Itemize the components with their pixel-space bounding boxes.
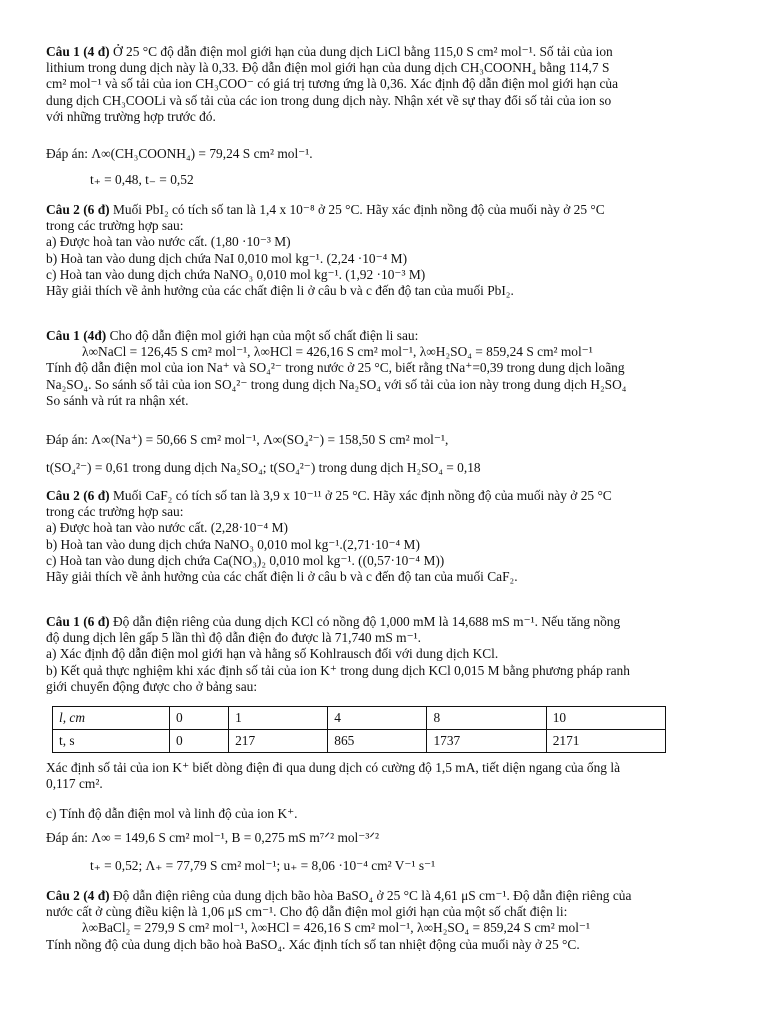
s3-q2-heading: Câu 2 (4 đ): [46, 888, 110, 903]
s3-q1-line-1: Câu 1 (6 đ) Độ dẫn điện riêng của dung dịch KCl có nồng độ 1,000 mM là 14,688 mS m⁻¹. Nếu tăng nồng: [46, 614, 621, 629]
s2-q2-line-3: Hãy giải thích về ảnh hưởng của các chất điện li ở câu b và c đến độ tan của muối CaF₂.: [46, 569, 518, 585]
table-cell: t, s: [53, 730, 170, 753]
q2-heading: Câu 2 (6 đ): [46, 202, 110, 217]
q1-answer-2: [46, 172, 758, 188]
s3-q2-line-1: Câu 2 (4 đ) Độ dẫn điện riêng của dung dịch bão hòa BaSO₄ ở 25 °C là 4,61 μS cm⁻¹. Độ dẫn điện riêng của: [46, 888, 632, 903]
table-row: [53, 707, 666, 730]
s2-q2-item-c: c) Hoà tan vào dung dịch chứa Ca(NO₃)₂ 0,010 mol kg⁻¹. ((0,57·10⁻⁴ M)): [46, 552, 445, 568]
table-cell: 1737: [427, 730, 546, 753]
table-cell: 0: [170, 707, 229, 730]
s3-q1-line-4: 0,117 cm².: [46, 776, 103, 792]
boundary-table: [52, 706, 666, 753]
table-cell: l, cm: [53, 707, 170, 730]
s3-q1-answer-line-2: t₊ = 0,52; Λ₊ = 77,79 S cm² mol⁻¹; u₊ = 8,06 ·10⁻⁴ cm² V⁻¹ s⁻¹: [90, 858, 436, 873]
s3-q1-answer-2: [46, 858, 758, 874]
question-2-caf2: [46, 488, 714, 585]
table-row: [53, 730, 666, 753]
question-2-baso4: [46, 888, 714, 953]
s3-q2-line-3: Tính nồng độ của dung dịch bão hoà BaSO₄. Xác định tích số tan nhiệt động của muối này ở 25 °C.: [46, 936, 580, 952]
question-1-conductivity: [46, 328, 714, 409]
q2-line-1: Câu 2 (6 đ) Muối PbI₂ có tích số tan là 1,4 x 10⁻⁸ ở 25 °C. Hãy xác định nồng độ của muối này ở 25 °C: [46, 202, 605, 217]
table-cell: 0: [170, 730, 229, 753]
q2-line-3: Hãy giải thích về ảnh hưởng của các chất điện li ở câu b và c đến độ tan của muối PbI₂.: [46, 283, 514, 299]
table-cell: 8: [427, 707, 546, 730]
s2-q2-heading: Câu 2 (6 đ): [46, 488, 110, 503]
q2-item-a: a) Được hoà tan vào nước cất. (1,80 ·10⁻³ M): [46, 234, 291, 250]
q1-answer-line-2: t₊ = 0,48, t₋ = 0,52: [90, 172, 194, 187]
s3-q1-line-2: độ dung dịch lên gấp 5 lần thì độ dẫn điện đo được là 71,740 mS m⁻¹.: [46, 630, 422, 646]
s3-q1-item-b-1: b) Kết quả thực nghiệm khi xác định số tải của ion K⁺ trong dung dịch KCl 0,015 M bằng phương pháp ranh: [46, 662, 630, 678]
s2-q1-answer-line-2: t(SO₄²⁻) = 0,61 trong dung dịch Na₂SO₄; t(SO₄²⁻) trong dung dịch H₂SO₄ = 0,18: [46, 460, 481, 475]
s2-q1-line-1: Câu 1 (4đ) Cho độ dẫn điện mol giới hạn của một số chất điện li sau:: [46, 328, 419, 343]
s3-q1-line-3: Xác định số tải của ion K⁺ biết dòng điện đi qua dung dịch có cường độ 1,5 mA, tiết diện ngang của ống là: [46, 760, 621, 775]
table-cell: 1: [229, 707, 328, 730]
s2-q1-heading: Câu 1 (4đ): [46, 328, 107, 343]
q1-line-3: cm² mol⁻¹ và số tải của ion CH₃COO⁻ có giá trị tương ứng là 0,36. Xác định độ dẫn điện mol giới hạn của: [46, 76, 619, 92]
s2-q1-answer-2: [46, 460, 714, 476]
question-1-lithium: [46, 44, 714, 125]
s2-q1-line-3: Na₂SO₄. So sánh số tải của ion SO₄²⁻ trong dung dịch Na₂SO₄ với số tải của ion này trong dung dịch H₂SO₄: [46, 376, 627, 392]
table-cell: 2171: [546, 730, 665, 753]
s3-q1-item-c-block: [46, 806, 714, 822]
s2-q2-item-a: a) Được hoà tan vào nước cất. (2,28·10⁻⁴ M): [46, 520, 288, 536]
s3-q1-heading: Câu 1 (6 đ): [46, 614, 110, 629]
s2-q2-item-b: b) Hoà tan vào dung dịch chứa NaNO₃ 0,010 mol kg⁻¹.(2,71·10⁻⁴ M): [46, 536, 420, 552]
s3-q1-continued: [46, 760, 714, 792]
s2-q2-line-1: Câu 2 (6 đ) Muối CaF₂ có tích số tan là 3,9 x 10⁻¹¹ ở 25 °C. Hãy xác định nồng độ của muối này ở 25 °C: [46, 488, 612, 503]
q2-line-2: trong các trường hợp sau:: [46, 218, 184, 234]
table-cell: 4: [328, 707, 427, 730]
table-cell: 10: [546, 707, 665, 730]
q1-line-4: dung dịch CH₃COOLi và số tải của các ion trong dung dịch này. Nhận xét về sự thay đổi số tải của ion so: [46, 92, 612, 108]
s2-q1-formula: λ∞NaCl = 126,45 S cm² mol⁻¹, λ∞HCl = 426,16 S cm² mol⁻¹, λ∞H₂SO₄ = 859,24 S cm² mol⁻¹: [82, 344, 593, 360]
s2-q1-answer: [46, 432, 714, 448]
q1-answer-line-1: Đáp án: Λ∞(CH₃COONH₄) = 79,24 S cm² mol⁻¹.: [46, 146, 313, 161]
q1-line-1: Câu 1 (4 đ) Ở 25 °C độ dẫn điện mol giới hạn của dung dịch LiCl bằng 115,0 S cm² mol⁻¹. Số tải của ion: [46, 44, 613, 59]
s3-q2-formula: λ∞BaCl₂ = 279,9 S cm² mol⁻¹, λ∞HCl = 426,16 S cm² mol⁻¹, λ∞H₂SO₄ = 859,24 S cm² mol⁻¹: [82, 920, 591, 936]
q1-heading: Câu 1 (4 đ): [46, 44, 110, 59]
s3-q1-item-b-2: giới chuyển động được cho ở bảng sau:: [46, 678, 258, 694]
s2-q2-line-2: trong các trường hợp sau:: [46, 504, 184, 520]
table-cell: 865: [328, 730, 427, 753]
q1-line-2: lithium trong dung dịch này là 0,33. Độ dẫn điện mol giới hạn của dung dịch CH₃COONH₄ bằng 114,7 S: [46, 60, 610, 76]
question-2-pbi2: [46, 202, 714, 299]
question-1-kcl: [46, 614, 714, 695]
s3-q1-answer: [46, 830, 714, 846]
s3-q1-item-c: c) Tính độ dẫn điện mol và linh độ của ion K⁺.: [46, 806, 298, 821]
table-cell: 217: [229, 730, 328, 753]
s2-q1-answer-line-1: Đáp án: Λ∞(Na⁺) = 50,66 S cm² mol⁻¹, Λ∞(SO₄²⁻) = 158,50 S cm² mol⁻¹,: [46, 432, 449, 447]
q2-item-c: c) Hoà tan vào dung dịch chứa NaNO₃ 0,010 mol kg⁻¹. (1,92 ·10⁻³ M): [46, 266, 426, 282]
s2-q1-line-2: Tính độ dẫn điện mol của ion Na⁺ và SO₄²⁻ trong nước ở 25 °C, biết rằng tNa⁺=0,39 trong dung dịch loãng: [46, 360, 625, 376]
s3-q2-line-2: nước cất ở cùng điều kiện là 1,06 μS cm⁻¹. Cho độ dẫn điện mol giới hạn của một số chất điện li:: [46, 904, 568, 920]
s3-q1-item-a: a) Xác định độ dẫn điện mol giới hạn và hằng số Kohlrausch đối với dung dịch KCl.: [46, 646, 499, 662]
s3-q1-answer-line-1: Đáp án: Λ∞ = 149,6 S cm² mol⁻¹, B = 0,275 mS m⁷ᐟ² mol⁻³ᐟ²: [46, 830, 380, 845]
q2-item-b: b) Hoà tan vào dung dịch chứa NaI 0,010 mol kg⁻¹. (2,24 ·10⁻⁴ M): [46, 250, 408, 266]
s2-q1-line-4: So sánh và rút ra nhận xét.: [46, 392, 189, 408]
q1-answer: [46, 146, 714, 162]
q1-line-5: với những trường hợp trước đó.: [46, 108, 216, 124]
